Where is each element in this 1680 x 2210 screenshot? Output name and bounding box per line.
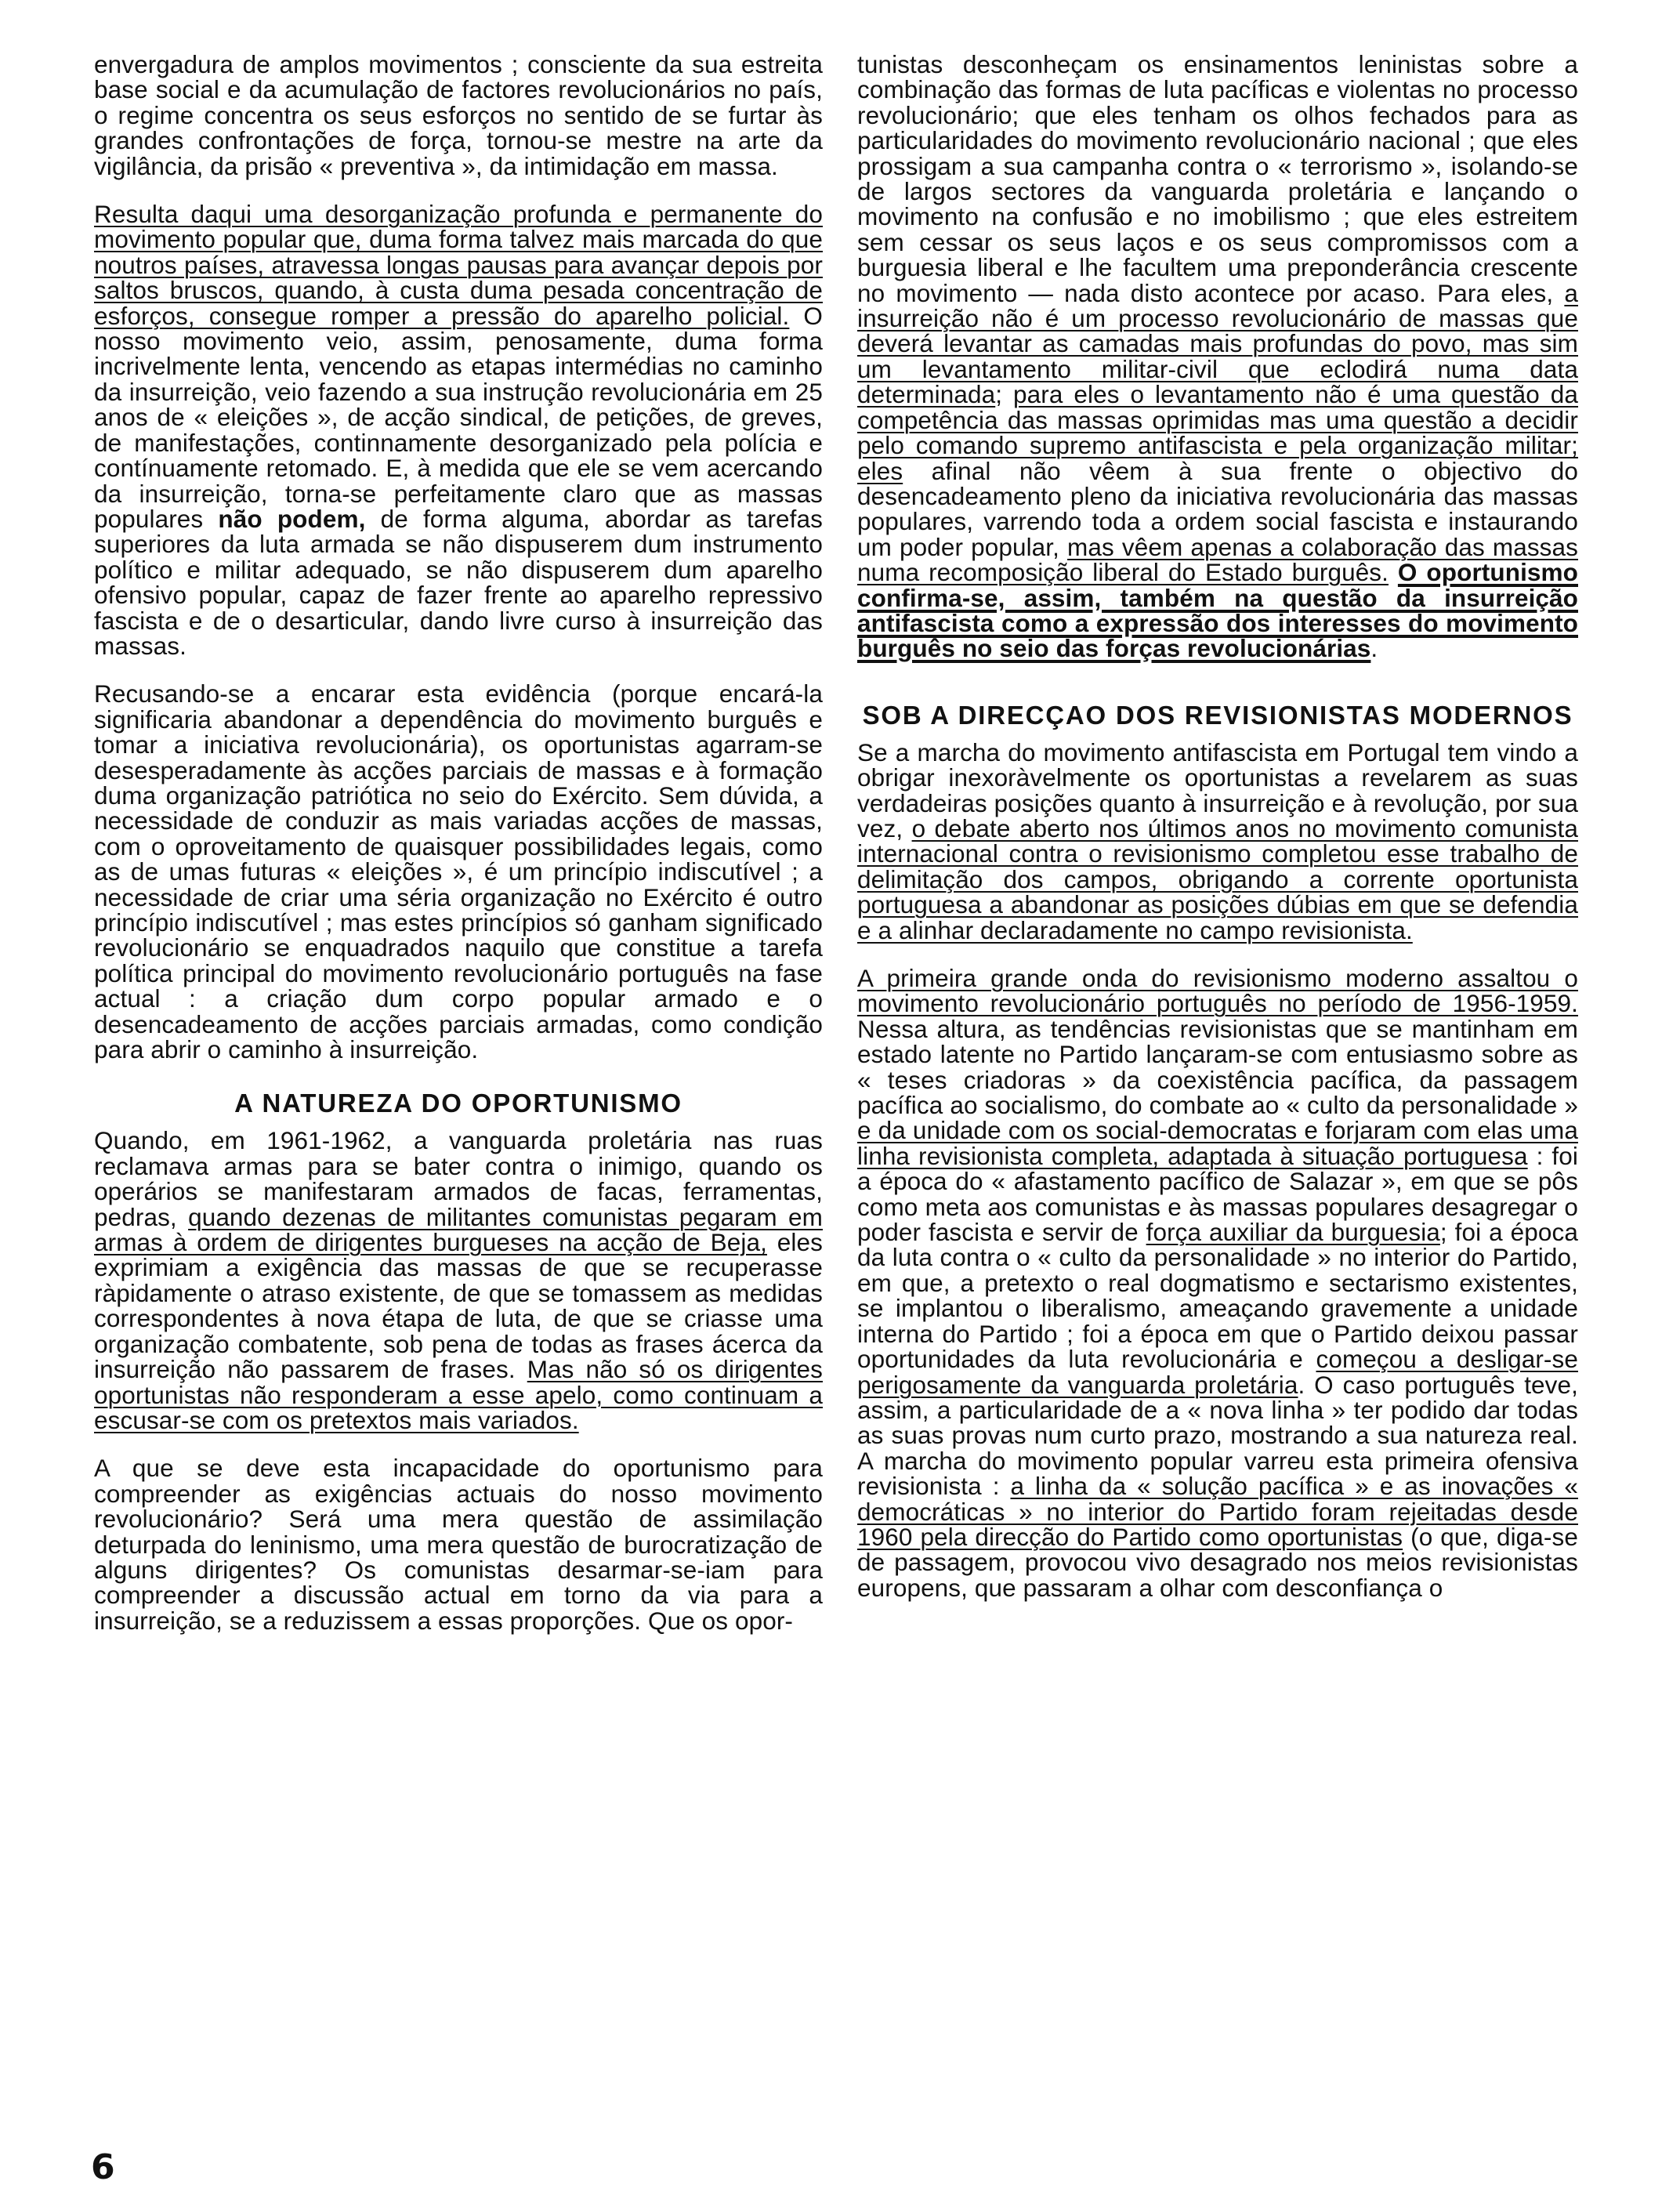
paragraph-5: A que se deve esta incapacidade do oportunismo para compreender as exigências actuais do nosso movimento revolucionário? Será uma mera questão de assimilação deturpada do leninismo, uma mera questão de burocratização de alguns dirigentes? Os comunistas desarmar-se-iam para compreender a discussão actual em torno da via para a insurreição, se a reduzissem a essas proporções. Que os opor- bbox=[94, 1454, 823, 1635]
underlined-text: Mas não só os dirigentes oportunistas não responderam a esse apelo, como continuam a escusar-se com os pretextos mais variados. bbox=[94, 1355, 823, 1434]
bold-underlined-text: O oportunismo confirma-se, assim, também na questão da insurreição antifascista como a expressão dos interesses do movimento burguês no seio das forças revolucionárias bbox=[857, 558, 1578, 663]
section-heading-oportunismo: A NATUREZA DO OPORTUNISMO bbox=[234, 1089, 682, 1118]
page-number: 6 bbox=[91, 2147, 115, 2187]
underlined-text: força auxiliar da burguesia bbox=[1146, 1218, 1440, 1247]
paragraph-3: A primeira grande onda do revisionismo moderno assaltou o movimento revolucionário português no período de 1956-1959. Nessa altura, as tendências revisionistas que se mantinham em estado latente no Partido lançaram-se com entusiasmo sobre as « teses criadoras » da coexistência pacífica, da passagem pacífica ao socialismo, do combate ao « culto da personalidade » e da unidade com os social-democratas e forjaram com elas uma linha revisionista completa, adaptada à situação portuguesa : foi a época do « afastamento pacífico de Salazar », em que se pôs como meta aos comunistas e às massas populares desagregar o poder fascista e servir de força auxiliar da burguesia; foi a época da luta contra o « culto da personalidade » no interior do Partido, em que, a pretexto o real dogmatismo e sectarismo existentes, se implantou o liberalismo, ameaçando gravemente a unidade interna do Partido ; foi a época em que o Partido deixou passar oportunidades da luta revolucionária e começou a desligar-se perigosamente da vanguarda proletária. O caso português teve, assim, a particularidade de a « nova linha » ter podido dar todas as suas provas num curto prazo, mostrando a sua natureza real. A marcha do movimento popular varreu esta primeira ofensiva revisionista : a linha da « solução pacífica » e as inovações « democráticas » no interior do Partido foram rejeitadas desde 1960 pela direcção do Partido como oportunistas (o que, diga-se de passagem, provocou vivo desagrado nos meios revisionistas europens, que passaram a olhar com desconfiança o bbox=[857, 964, 1578, 1602]
underlined-text: o debate aberto nos últimos anos no movimento comunista internacional contra o revisionismo completou esse trabalho de delimitação dos campos, obrigando a corrente oportunista portuguesa a abandonar as posições dúbias em que se defendia e a alinhar declaradamente no campo revisionista. bbox=[857, 813, 1578, 944]
underlined-text: A primeira grande onda do revisionismo moderno assaltou o movimento revolucionário português no período de 1956-1959. bbox=[857, 964, 1578, 1018]
underlined-text: começou a desligar-se perigosamente da vanguarda proletária bbox=[857, 1345, 1578, 1399]
left-column bbox=[94, 52, 823, 1656]
underlined-text: a insurreição não é um processo revolucionário de massas que deverá levantar as camadas mais profundas do povo, mas sim um levantamento militar-civil que eclodirá numa data determinada bbox=[857, 278, 1578, 409]
underlined-text: mas vêem apenas a colaboração das massas numa recomposição liberal do Estado burguês. bbox=[857, 532, 1579, 587]
paragraph-2: Se a marcha do movimento antifascista em Portugal tem vindo a obrigar inexoràvelmente os oportunistas a revelarem as suas verdadeiras posições quanto à insurreição e à revolução, por sua vez, o debate aberto nos últimos anos no movimento comunista internacional contra o revisionismo completou esse trabalho de delimitação dos campos, obrigando a corrente oportunista portuguesa a abandonar as posições dúbias em que se defendia e a alinhar declaradamente no campo revisionista. bbox=[857, 737, 1578, 944]
paragraph-1: tunistas desconheçam os ensinamentos leninistas sobre a combinação das formas de luta pacíficas e violentas no processo revolucionário; que eles tenham os olhos fechados para as particularidades do movimento revolucionário nacional ; que eles prossigam a sua campanha contra o « terrorismo », isolando-se de largos sectores da vanguarda proletária e lançando o movimento na confusão e no imobilismo ; que eles estreitem sem cessar os seus laços e os seus compromissos com a burguesia liberal e lhe facultem uma preponderância crescente no movimento — nada disto acontece por acaso. Para eles, a insurreição não é um processo revolucionário de massas que deverá levantar as camadas mais profundas do povo, mas sim um levantamento militar-civil que eclodirá numa data determinada; para eles o levantamento não é uma questão da competência das massas oprimidas mas uma questão a decidir pelo comando supremo antifascista e pela organização militar; eles afinal não vêem à sua frente o objectivo do desencadeamento pleno da iniciativa revolucionária das massas populares, varrendo toda a ordem social fascista e instaurando um poder popular, mas vêem apenas a colaboração das massas numa recomposição liberal do Estado burguês. O oportunismo confirma-se, assim, também na questão da insurreição antifascista como a expressão dos interesses do movimento burguês no seio das forças revolucionárias. bbox=[857, 50, 1579, 663]
bold-text: não podem, bbox=[218, 504, 366, 533]
paragraph-3: Recusando-se a encarar esta evidência (porque encará-la significaria abandonar a dependência do movimento burguês e tomar a iniciativa revolucionária), os oportunistas agarram-se desesperadamente às acções parciais de massas e à formação duma organização patriótica no seio do Exército. Sem dúvida, a necessidade de conduzir as mais variadas acções de massas, com o oproveitamento de quaisquer possibilidades legais, como as de umas futuras « eleições », é um princípio indiscutível ; a necessidade de criar uma séria organização no Exército é outro princípio indiscutível ; mas estes princípios só ganham significado revolucionário se enquadrados naquilo que constitue a tarefa política principal do movimento revolucionário português na fase actual : a criação dum corpo popular armado e o desencadeamento de acções parciais armadas, como condição para abrir o caminho à insurreição. bbox=[94, 679, 823, 1064]
underlined-text: Resulta daqui uma desorganização profunda e permanente do movimento popular que, duma forma talvez mais marcada do que noutros países, atravessa longas pausas para avançar depois por saltos bruscos, quando, à custa duma pesada concentração de esforços, consegue romper a pressão do aparelho policial. bbox=[94, 200, 823, 330]
paragraph-1: envergadura de amplos movimentos ; consciente da sua estreita base social e da acumulação de factores revolucionários no país, o regime concentra os seus esforços no sentido de se furtar às grandes confrontações de força, tornou-se mestre na arte da vigilância, da prisão « preventiva », da intimidação em massa. bbox=[94, 50, 823, 180]
paragraph-4: Quando, em 1961-1962, a vanguarda proletária nas ruas reclamava armas para se bater contra o inimigo, quando os operários se manifestaram armados de facas, ferramentas, pedras, quando dezenas de militantes comunistas pegaram em armas à ordem de dirigentes burgueses na acção de Beja, eles exprimiam a exigência das massas de que se recuperasse ràpidamente o atraso existente, de que se tomassem as medidas correspondentes à nova étapa de luta, de que se criasse uma organização combatente, sob pena de todas as frases ácerca da insurreição não passarem de frases. Mas não só os dirigentes oportunistas não responderam a esse apelo, como continuam a escusar-se com os pretextos mais variados. bbox=[94, 1126, 823, 1434]
paragraph-2: Resulta daqui uma desorganização profunda e permanente do movimento popular que, duma forma talvez mais marcada do que noutros países, atravessa longas pausas para avançar depois por saltos bruscos, quando, à custa duma pesada concentração de esforços, consegue romper a pressão do aparelho policial. O nosso movimento veio, assim, penosamente, duma forma incrivelmente lenta, vencendo as etapas intermédias no caminho da insurreição, veio fazendo a sua instrução revolucionária em 25 anos de « eleições », de acção sindical, de petições, de greves, de manifestações, continnamente desorganizado pela polícia e contínuamente retomado. E, à medida que ele se vem acercando da insurreição, torna-se perfeitamente claro que as massas populares não podem, de forma alguma, abordar as tarefas superiores da luta armada se não dispuserem dum instrumento político e militar adequado, se não dispuserem dum aparelho ofensivo popular, capaz de fazer frente ao aparelho repressivo fascista e de o desarticular, dando livre curso à insurreição das massas. bbox=[94, 200, 823, 660]
section-heading-revisionistas: SOB A DIRECÇAO DOS REVISIONISTAS MODERNOS bbox=[862, 700, 1573, 730]
right-column bbox=[857, 52, 1578, 1623]
underlined-text: e da unidade com os social-democratas e forjaram com elas uma linha revisionista completa, adaptada à situação portuguesa bbox=[857, 1116, 1578, 1170]
underlined-text: para eles o levantamento não é uma questão da competência das massas oprimidas mas uma questão a decidir pelo comando supremo antifascista e pela organização militar; eles bbox=[857, 380, 1578, 485]
underlined-text: a linha da « solução pacífica » e as inovações « democráticas » no interior do Partido foram rejeitadas desde 1960 pela direcção do Partido como oportunistas bbox=[857, 1472, 1578, 1551]
underlined-text: quando dezenas de militantes comunistas pegaram em armas à ordem de dirigentes burgueses na acção de Beja, bbox=[94, 1202, 823, 1257]
